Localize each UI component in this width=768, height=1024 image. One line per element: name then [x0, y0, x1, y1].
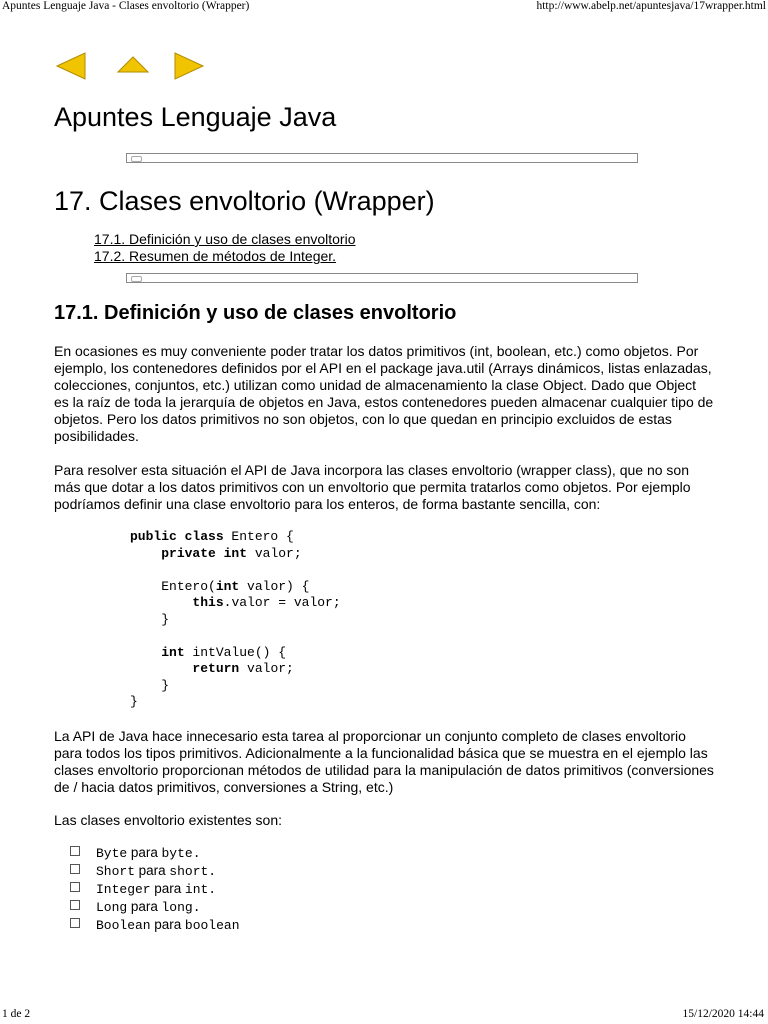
up-page-link[interactable] — [116, 50, 150, 82]
divider-image — [126, 153, 638, 163]
print-datetime: 15/12/2020 14:44 — [682, 1008, 764, 1020]
divider-image — [126, 273, 638, 283]
arrow-up-icon — [116, 50, 150, 82]
square-bullet-icon — [70, 900, 80, 910]
list-item: Long para long. — [68, 898, 714, 916]
print-page-title: Apuntes Lenguaje Java - Clases envoltorio (Wrapper) — [2, 0, 250, 12]
section-title: 17.1. Definición y uso de clases envoltorio — [54, 302, 457, 324]
paragraph: En ocasiones es muy conveniente poder tratar los datos primitivos (int, boolean, etc.) como objetos. Por ejemplo, los contenedores definidos por el API en el package java.util (Arrays dinámicos, listas enlazadas, colecciones, conjuntos, etc.) utilizan como unidad de almacenamiento la clase Object. Dado que Object es la raíz de toda la jerarquía de objetos en Java, estos contenedores pueden almacenar cualquier tipo de objetos. Pero los datos primitivos no son objetos, con lo que quedan en principio excluidos de estas posibilidades. — [54, 343, 714, 444]
list-item: Short para short. — [68, 862, 714, 880]
list-item: Integer para int. — [68, 880, 714, 898]
square-bullet-icon — [70, 882, 80, 892]
wrapper-class-list — [54, 844, 714, 934]
print-footer — [0, 1008, 768, 1024]
arrow-left-icon — [54, 50, 88, 82]
square-bullet-icon — [70, 846, 80, 856]
square-bullet-icon — [70, 918, 80, 928]
page-number: 1 de 2 — [2, 1008, 31, 1020]
page-content — [54, 98, 714, 934]
code-block: public class Entero { private int valor; Entero(int valor) { this.valor = valor; } int intValue() { return valor; } } — [130, 529, 341, 709]
list-item: Byte para byte. — [68, 844, 714, 862]
paragraph: Las clases envoltorio existentes son: — [54, 811, 283, 828]
square-bullet-icon — [70, 864, 80, 874]
list-item: Boolean para boolean — [68, 916, 714, 934]
toc-link-17-1[interactable]: 17.1. Definición y uso de clases envoltorio — [94, 231, 356, 247]
paragraph: Para resolver esta situación el API de Java incorpora las clases envoltorio (wrapper class), que no son más que dotar a los datos primitivos con un envoltorio que permita tratarlos como objetos. Por ejemplo podríamos definir una clase envoltorio para los enteros, de forma bastante sencilla, con: — [54, 462, 691, 512]
arrow-right-icon — [172, 50, 206, 82]
paragraph: La API de Java hace innecesario esta tarea al proporcionar un conjunto completo de clases envoltorio para todos los tipos primitivos. Adicionalmente a la funcionalidad básica que se muestra en el ejemplo las clases envoltorio proporcionan métodos de utilidad para la manipulación de datos primitivos (conversiones de / hacia datos primitivos, conversiones a String, etc.) — [54, 727, 714, 795]
print-header — [0, 0, 768, 16]
print-page-url: http://www.abelp.net/apuntesjava/17wrapper.html — [536, 0, 766, 12]
next-page-link[interactable] — [172, 50, 206, 82]
chapter-title: 17. Clases envoltorio (Wrapper) — [54, 186, 435, 216]
previous-page-link[interactable] — [54, 50, 88, 82]
toc-link-17-2[interactable]: 17.2. Resumen de métodos de Integer. — [94, 248, 337, 264]
site-title: Apuntes Lenguaje Java — [54, 102, 337, 132]
table-of-contents — [94, 231, 714, 265]
